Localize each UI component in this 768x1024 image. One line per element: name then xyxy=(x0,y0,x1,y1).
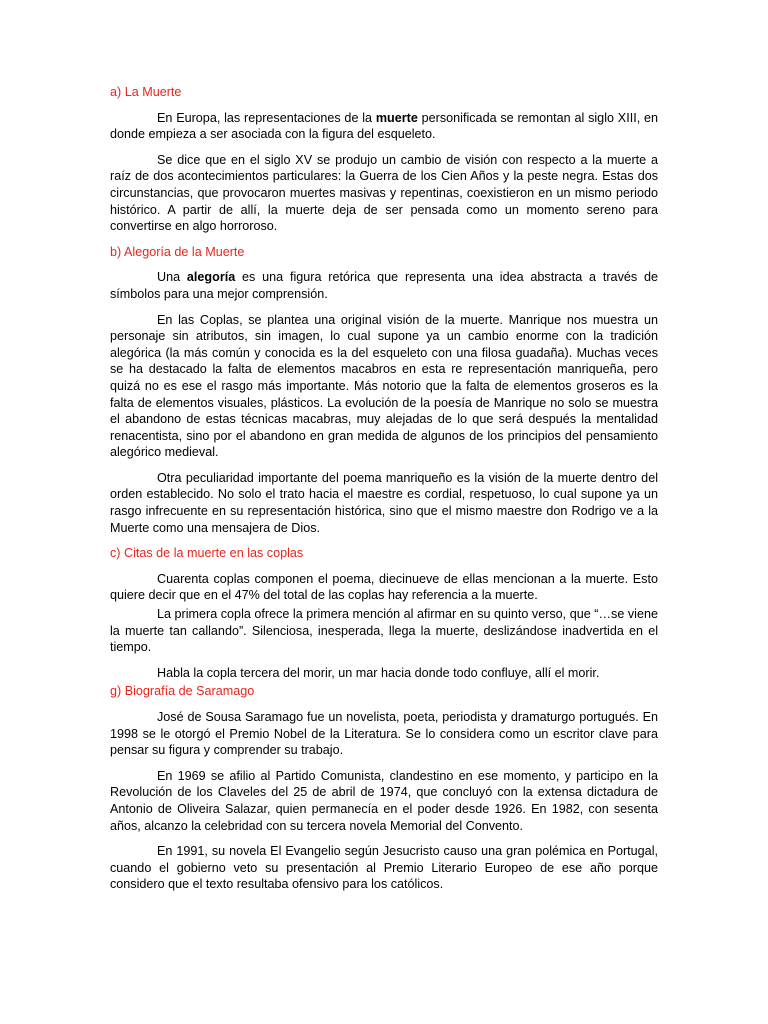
paragraph-citas-3: Habla la copla tercera del morir, un mar hacia donde todo confluye, allí el morir. xyxy=(157,665,600,680)
paragraph-citas-1: Cuarenta coplas componen el poema, diecinueve de ellas mencionan a la muerte. Esto quiere decir que en el 47% del total de las coplas hay referencia a la muerte. xyxy=(110,571,658,603)
heading-alegoria: b) Alegoría de la Muerte xyxy=(110,244,245,259)
paragraph-alegoria-1 xyxy=(110,269,658,302)
heading-biografia-saramago: g) Biografía de Saramago xyxy=(110,684,255,699)
paragraph-saramago-3: En 1991, su novela El Evangelio según Jesucristo causo una gran polémica en Portugal, cuando el gobierno veto su presentación al Premio Literario Europeo de ese año porque considero que el texto resultaba ofensivo para los católicos. xyxy=(110,844,658,892)
heading-citas: c) Citas de la muerte en las coplas xyxy=(110,546,304,561)
text-run: Una xyxy=(157,270,187,285)
paragraph-la-muerte-1 xyxy=(110,110,658,143)
text-run: personificada se remontan al siglo XIII, en donde empieza a ser asociada con la figura del esqueleto. xyxy=(110,110,659,142)
bold-term-alegoria: alegoría xyxy=(186,270,236,285)
paragraph-alegoria-3: Otra peculiaridad importante del poema manriqueño es la visión de la muerte dentro del orden establecido. No solo el trato hacia el maestre es cordial, respetuoso, lo cual supone ya un rasgo infrecuente en su representación histórica, sino que el mismo maestre don Rodrigo ve a la Muerte como una mensajera de Dios. xyxy=(110,470,658,535)
paragraph-saramago-1: José de Sousa Saramago fue un novelista, poeta, periodista y dramaturgo portugués. En 1998 se le otorgó el Premio Nobel de la Literatura. Se lo considera como un escritor clave para pensar su figura y comprender su trabajo. xyxy=(110,710,658,758)
heading-la-muerte: a) La Muerte xyxy=(110,85,182,99)
paragraph-citas-2: La primera copla ofrece la primera mención al afirmar en su quinto verso, que “…se viene la muerte tan callando”. Silenciosa, inesperada, llega la muerte, deslizándose inadvertida en el tiempo. xyxy=(110,607,658,655)
paragraph-saramago-2: En 1969 se afilio al Partido Comunista, clandestino en ese momento, y participo en la Revolución de los Claveles del 25 de abril de 1974, que concluyó con la extensa dictadura de Antonio de Oliveira Salazar, quien permanecía en el poder desde 1926. En 1982, con sesenta años, alcanzo la celebridad con su tercera novela Memorial del Convento. xyxy=(110,768,658,833)
text-run: es una figura retórica que representa una idea abstracta a través de símbolos para una mejor comprensión. xyxy=(110,270,658,301)
bold-term-muerte: muerte xyxy=(375,110,418,125)
paragraph-la-muerte-2: Se dice que en el siglo XV se produjo un cambio de visión con respecto a la muerte a raíz de dos acontecimientos particulares: la Guerra de los Cien Años y la peste negra. Estas dos circunstancias, que provocaron muertes masivas y repentinas, coexistieron en un mismo periodo histórico. A partir de allí, la muerte deja de ser pensada como un momento sereno para convertirse en algo horroroso. xyxy=(110,152,658,234)
document-page xyxy=(110,84,658,902)
text-run: En Europa, las representaciones de la xyxy=(157,110,376,125)
paragraph-alegoria-2: En las Coplas, se plantea una original visión de la muerte. Manrique nos muestra un personaje sin atributos, sin imagen, lo cual supone ya un cambio enorme con la tradición alegórica (la más común y conocida es la del esqueleto con una filosa guadaña). Muchas veces se ha destacado la falta de elementos macabros en esta re representación manriqueña, pero quizá no es ese el rasgo más importante. Más notorio que la falta de elementos groseros es la falta de elementos visuales, plásticos. La evolución de la poesía de Manrique no solo se muestra el abandono de estas técnicas macabras, muy alejadas de lo que será después la mentalidad renacentista, sino por el abandono en gran medida de algunos de los principios del pensamiento alegórico medieval. xyxy=(110,312,658,460)
